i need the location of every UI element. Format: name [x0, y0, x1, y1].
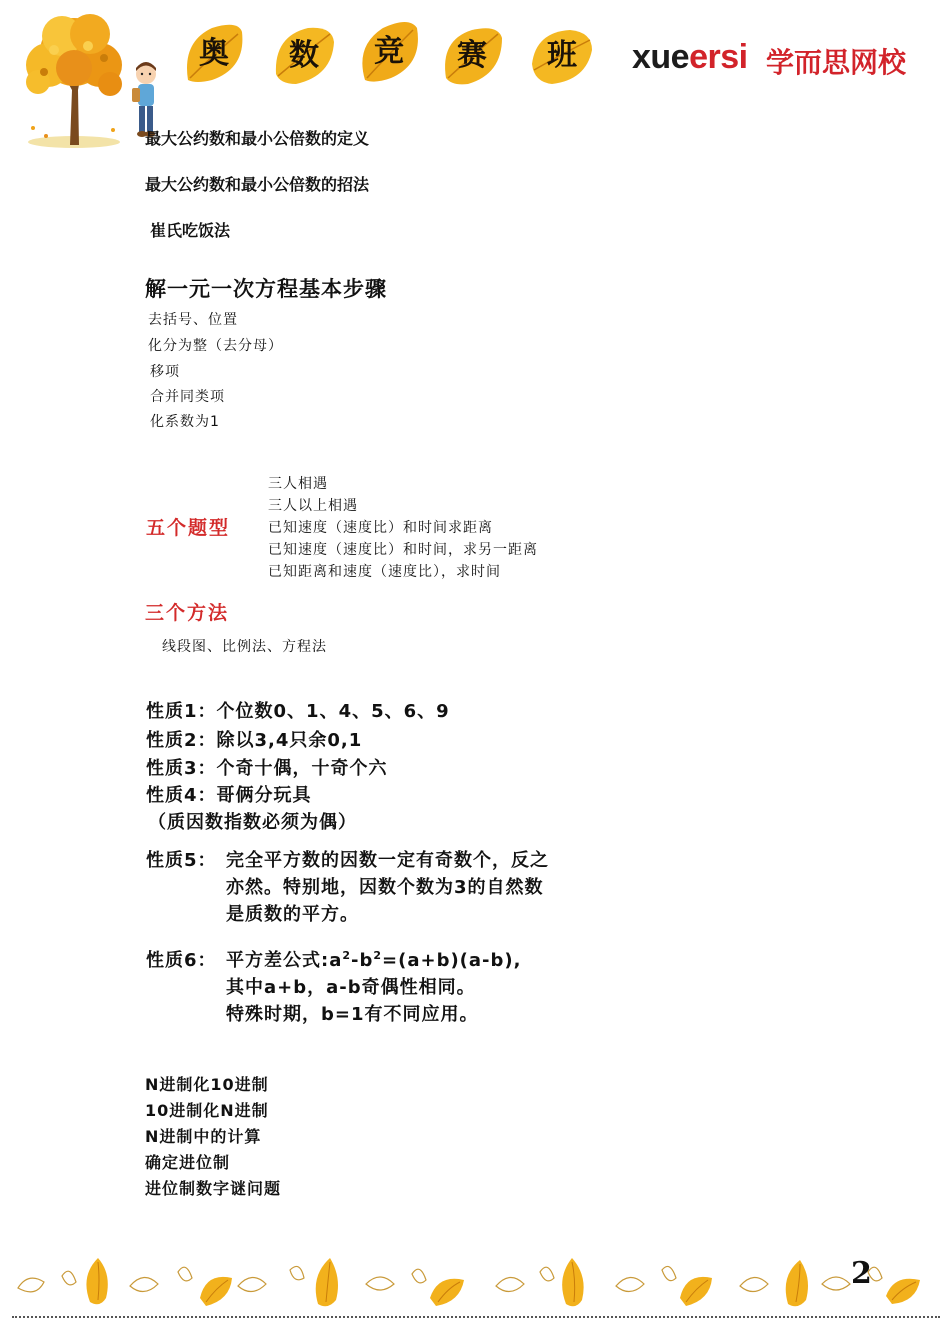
title-leaf-1	[182, 22, 246, 86]
equation-step: 移项	[150, 364, 180, 380]
property-6-label: 性质6：	[146, 950, 217, 971]
title-char: 赛	[457, 38, 487, 73]
property-5-line: 是质数的平方。	[226, 904, 359, 925]
cui-eating-method: 崔氏吃饭法	[150, 221, 231, 240]
property-5-label: 性质5：	[146, 850, 217, 871]
base-conversion-item: N进制化10进制	[145, 1075, 269, 1094]
property-6-line: 其中a+b，a-b奇偶性相同。	[226, 977, 476, 998]
footer-leaf-border	[10, 1248, 940, 1314]
title-leaf-5	[530, 24, 594, 88]
base-conversion-item: 进位制数字谜问题	[145, 1179, 282, 1198]
property-3: 性质3：个奇十偶，十奇个六	[146, 758, 388, 779]
problem-type-item: 已知速度（速度比）和时间，求另一距离	[268, 542, 538, 558]
property-6-formula: 平方差公式$:a^2-b^2=(a+b)(a-b)$,	[226, 949, 522, 971]
problem-type-item: 已知速度（速度比）和时间求距离	[268, 520, 493, 536]
property-4-note: （质因数指数必须为偶）	[148, 812, 357, 833]
gcd-lcm-methods: 最大公约数和最小公倍数的招法	[145, 175, 370, 194]
page-number: 2	[851, 1256, 872, 1291]
three-methods-title: 三个方法	[145, 602, 230, 624]
property-5-line: 完全平方数的因数一定有奇数个，反之	[226, 850, 549, 871]
title-char: 竞	[374, 34, 404, 69]
property-6-line: 特殊时期，b=1有不同应用。	[226, 1004, 479, 1025]
base-conversion-item: 10进制化N进制	[145, 1101, 269, 1120]
equation-steps-title: 解一元一次方程基本步骤	[145, 277, 387, 301]
five-types-title: 五个题型	[146, 517, 231, 539]
base-conversion-item: 确定进位制	[145, 1153, 231, 1172]
problem-type-item: 三人相遇	[268, 476, 328, 492]
title-leaf-2	[272, 24, 336, 88]
property-5-line: 亦然。特别地，因数个数为3的自然数	[226, 877, 544, 898]
problem-type-item: 三人以上相遇	[268, 498, 358, 514]
property-4: 性质4：哥俩分玩具	[146, 785, 312, 806]
autumn-tree-illustration	[18, 10, 130, 150]
three-methods-text: 线段图、比例法、方程法	[162, 639, 327, 655]
equation-step: 化系数为1	[150, 414, 220, 430]
title-leaf-3	[357, 20, 421, 84]
brand-logo-latin: xueersi	[632, 38, 748, 76]
title-leaf-4	[440, 24, 504, 88]
problem-type-item: 已知距离和速度（速度比），求时间	[268, 564, 501, 580]
base-conversion-item: N进制中的计算	[145, 1127, 262, 1146]
gcd-lcm-definition: 最大公约数和最小公倍数的定义	[145, 129, 370, 148]
footer-dotted-rule	[12, 1316, 940, 1318]
title-char: 班	[547, 38, 577, 73]
brand-logo-chinese: 学而思网校	[766, 46, 907, 79]
equation-step: 化分为整（去分母）	[148, 338, 283, 354]
title-char: 奥	[199, 36, 229, 71]
property-1: 性质1：个位数0、1、4、5、6、9	[146, 701, 450, 722]
property-2: 性质2：除以3,4只余0,1	[146, 730, 363, 751]
equation-step: 去括号、位置	[148, 312, 238, 328]
title-char: 数	[289, 38, 319, 73]
equation-step: 合并同类项	[150, 389, 225, 405]
